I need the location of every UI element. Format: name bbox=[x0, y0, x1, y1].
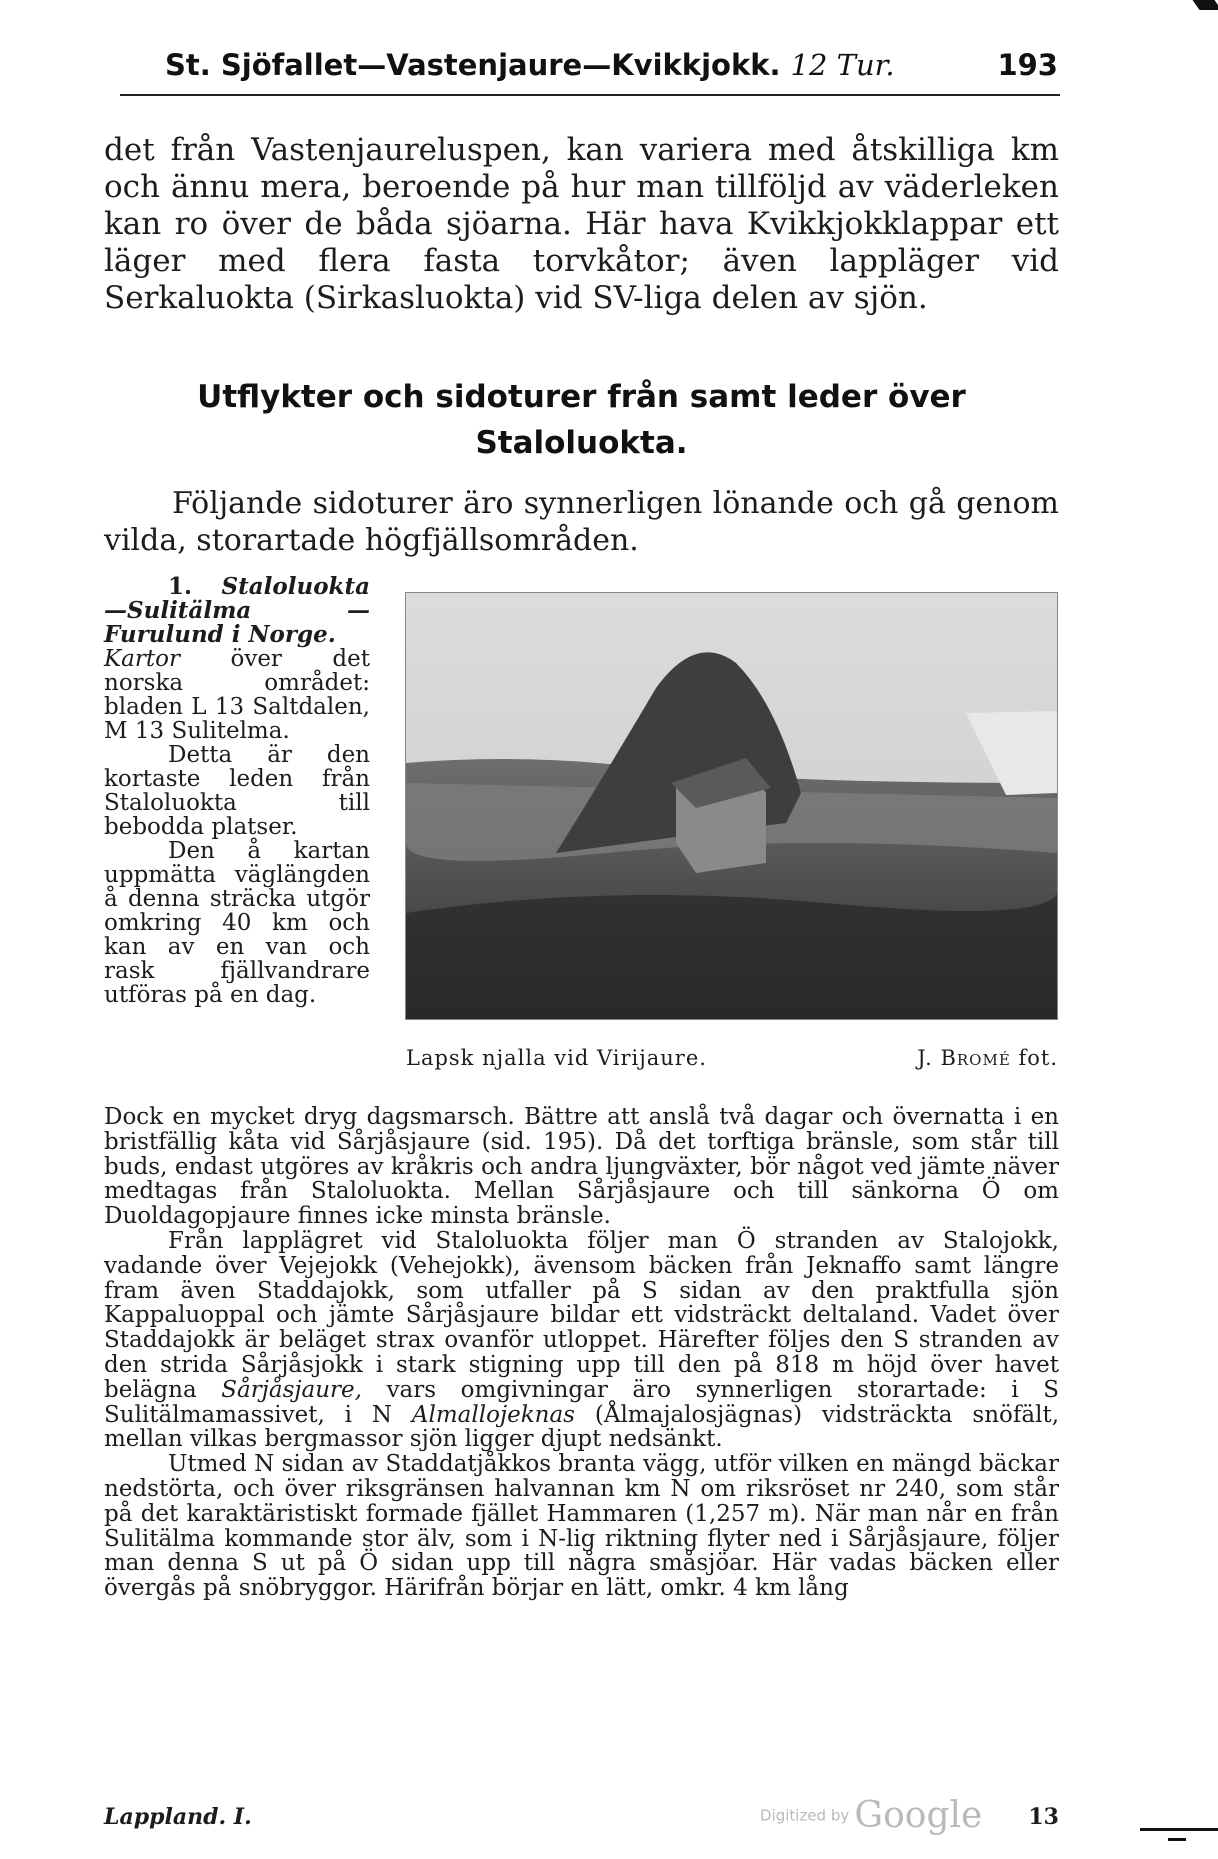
route-maps-label: Kartor bbox=[104, 646, 180, 672]
route-maps-text: över det norska området: bladen L 13 Saltdalen, M 13 Sulitelma. bbox=[104, 646, 370, 744]
tour-number: 12 Tur. bbox=[790, 48, 895, 82]
section-heading bbox=[104, 374, 1059, 466]
caption-text: Lapsk njalla vid Virijaure. bbox=[406, 1046, 707, 1070]
body-p2-part-c: (Ålmajalosjägnas) vidsträckta snöfält, mellan vilkas bergmassor sjön ligger djupt nedsänkt. bbox=[104, 1401, 1060, 1453]
route-title: Staloluokta —Sulitälma —Furulund i Norge. bbox=[104, 573, 370, 648]
photo-image bbox=[406, 593, 1057, 1019]
intro-paragraph: det från Vastenjaureluspen, kan variera med åtskilliga km och ännu mera, beroende på hur man tillföljd av väderleken kan ro över de båda sjöarna. Här hava Kvikkjokklappar ett läger med flera fasta torvkåtor; även lappläger vid Serkaluokta (Sirkasluokta) vid SV-liga delen av sjön. bbox=[104, 132, 1059, 316]
route-paragraph-3: Den å kartan uppmätta väglängden å denna sträcka utgör omkring 40 km och kan av en van och rask fjällvandrare utföras på en dag. bbox=[104, 838, 370, 1008]
route-paragraph-2: Detta är den kortaste leden från Staloluokta till bebodda platser. bbox=[104, 742, 370, 840]
section-heading-line2: Staloluokta. bbox=[475, 425, 688, 461]
route-maps bbox=[104, 647, 370, 743]
bottom-edge-tick bbox=[1168, 1838, 1186, 1841]
credit-initial: J. bbox=[917, 1046, 933, 1070]
lead-paragraph: Följande sidoturer äro synnerligen lönande och gå genom vilda, storartade högfjällsområden. bbox=[104, 486, 1059, 558]
footer-volume: Lappland. I. bbox=[104, 1804, 252, 1830]
running-header bbox=[165, 48, 1058, 88]
credit-suffix: fot. bbox=[1018, 1046, 1058, 1070]
bottom-edge-mark bbox=[1140, 1828, 1218, 1831]
route-sidebar-text bbox=[104, 575, 370, 1007]
credit-name: Bromé bbox=[940, 1046, 1011, 1070]
page-number: 193 bbox=[997, 48, 1058, 82]
body-p2-part-a: Från lapplägret vid Staloluokta följer man Ö stranden av Stalojokk, vadande över Vejejokk (Vehejokk), ävensom bäcken från Jeknaffo samt längre fram även Staddajokk, som utfaller på S sidan av den praktfulla sjön Kappaluoppal och jämte Sårjåsjaure bildar ett vidsträckt deltaland. Vadet över Staddajokk är beläget strax ovanför utloppet. Härefter följes den S stranden av den strida Sårjåsjokk i stark stigning upp till den på 818 m höjd över havet belägna bbox=[104, 1227, 1059, 1403]
photo-caption bbox=[406, 1046, 1058, 1076]
signature-mark: 13 bbox=[1028, 1804, 1059, 1830]
corner-mark bbox=[1192, 0, 1218, 10]
running-title: St. Sjöfallet—Vastenjaure—Kvikkjokk. bbox=[165, 48, 781, 82]
place-name-almallojeknas: Almallojeknas bbox=[411, 1401, 575, 1428]
body-paragraph-1: Dock en mycket dryg dagsmarsch. Bättre att anslå två dagar och övernatta i en bristfällig kåta vid Sårjåsjaure (sid. 195). Då det torftiga bränsle, som står till buds, endast utgöres av kråkris och andra ljungväxter, bör något ved jämte näver medtagas från Staloluokta. Mellan Sårjåsjaure och till sänkorna Ö om Duoldagopjaure finnes icke minsta bränsle. bbox=[104, 1104, 1059, 1230]
google-watermark bbox=[760, 1795, 982, 1836]
header-rule bbox=[120, 94, 1060, 96]
watermark-logo-text: Google bbox=[854, 1795, 983, 1836]
route-heading bbox=[104, 575, 370, 647]
body-p2-part-b: vars omgivningar äro synnerligen storartade: i S Sulitälmamassivet, i N bbox=[104, 1376, 1060, 1428]
route-number: 1. bbox=[168, 573, 193, 600]
watermark-small-text: Digitized by bbox=[760, 1806, 850, 1825]
body-paragraph-2 bbox=[104, 1229, 1059, 1452]
section-heading-line1: Utflykter och sidoturer från samt leder över bbox=[197, 379, 966, 415]
place-name-sarjasjaure: Sårjåsjaure, bbox=[221, 1376, 362, 1403]
body-text bbox=[104, 1105, 1059, 1601]
photograph-lapp-storehouse bbox=[405, 592, 1058, 1020]
body-paragraph-3: Utmed N sidan av Staddatjåkkos branta vägg, utför vilken en mängd bäckar nedstörta, och över riksgränsen halvannan km N om riksröset nr 240, som står på det karaktäristiskt formade fjället Hammaren (1,257 m). När man når en från Sulitälma kommande stor älv, som i N-lig riktning flyter ned i Sårjåsjaure, följer man denna S ut på Ö sidan upp till några småsjöar. Här vadas bäcken eller övergås på snöbryggor. Härifrån börjar en lätt, omkr. 4 km lång bbox=[104, 1451, 1059, 1602]
photo-credit bbox=[917, 1046, 1058, 1070]
